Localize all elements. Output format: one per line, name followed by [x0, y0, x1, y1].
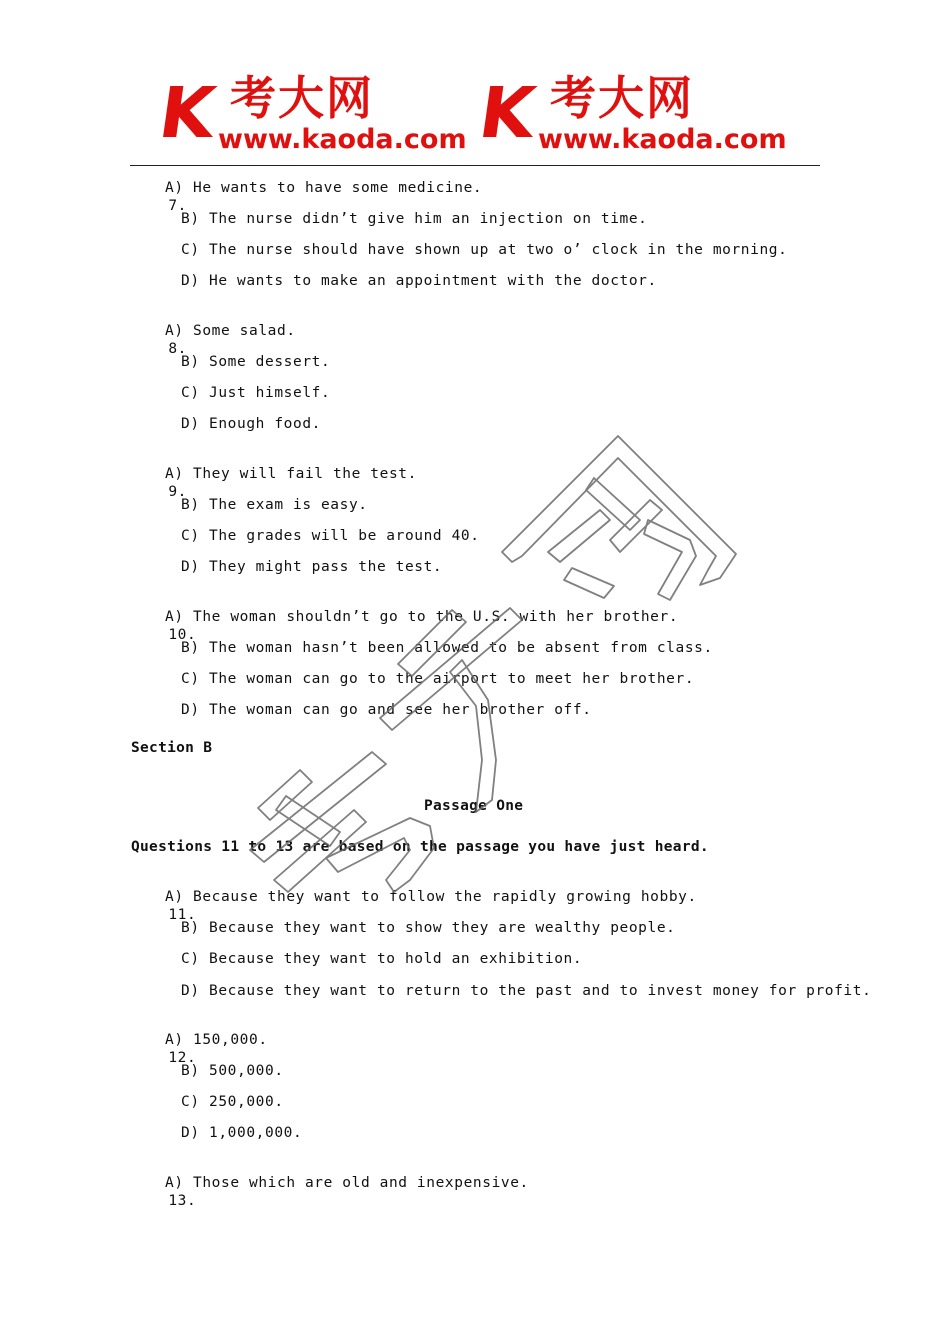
- question-number: 8.: [168, 341, 187, 357]
- option-11a: A) Because they want to follow the rapidly growing hobby.: [165, 889, 697, 905]
- option-8b: B) Some dessert.: [181, 354, 331, 370]
- option-10d: D) The woman can go and see her brother off.: [181, 702, 592, 718]
- option-10b: B) The woman hasn’t been allowed to be absent from class.: [181, 640, 713, 656]
- option-11c: C) Because they want to hold an exhibition.: [181, 951, 583, 967]
- option-7d: D) He wants to make an appointment with the doctor.: [181, 273, 657, 289]
- option-12a: A) 150,000.: [165, 1032, 268, 1048]
- logo-url: www.kaoda.com: [218, 124, 467, 155]
- section-title: Section B: [131, 740, 213, 756]
- logo-title: 考大网: [550, 71, 694, 125]
- logo-url: www.kaoda.com: [538, 124, 787, 155]
- logo-mark: K: [154, 72, 221, 154]
- option-9c: C) The grades will be around 40.: [181, 528, 480, 544]
- question-number: 9.: [168, 484, 187, 500]
- option-8d: D) Enough food.: [181, 416, 321, 432]
- option-11b: B) Because they want to show they are wealthy people.: [181, 920, 676, 936]
- option-12d: D) 1,000,000.: [181, 1125, 303, 1141]
- question-number: 7.: [168, 198, 187, 214]
- question-number: 10.: [168, 627, 197, 643]
- option-8c: C) Just himself.: [181, 385, 331, 401]
- option-9a: A) They will fail the test.: [165, 466, 417, 482]
- option-13a: A) Those which are old and inexpensive.: [165, 1175, 529, 1191]
- option-12b: B) 500,000.: [181, 1063, 284, 1079]
- logo-mark: K: [474, 72, 541, 154]
- question-number: 13.: [168, 1193, 197, 1209]
- option-12c: C) 250,000.: [181, 1094, 284, 1110]
- passage-title: Passage One: [424, 798, 524, 814]
- option-10c: C) The woman can go to the airport to meet her brother.: [181, 671, 695, 687]
- logo-title: 考大网: [230, 71, 374, 125]
- question-number: 12.: [168, 1050, 197, 1066]
- option-9b: B) The exam is easy.: [181, 497, 368, 513]
- option-9d: D) They might pass the test.: [181, 559, 443, 575]
- option-7b: B) The nurse didn’t give him an injection on time.: [181, 211, 648, 227]
- option-10a: A) The woman shouldn’t go to the U.S. with her brother.: [165, 609, 679, 625]
- option-11d: D) Because they want to return to the past and to invest money for profit.: [181, 983, 872, 999]
- option-7a: A) He wants to have some medicine.: [165, 180, 483, 196]
- option-8a: A) Some salad.: [165, 323, 296, 339]
- option-7c: C) The nurse should have shown up at two o’ clock in the morning.: [181, 242, 788, 258]
- question-number: 11.: [168, 907, 197, 923]
- instruction-text: Questions 11 to 13 are based on the passage you have just heard.: [131, 839, 709, 855]
